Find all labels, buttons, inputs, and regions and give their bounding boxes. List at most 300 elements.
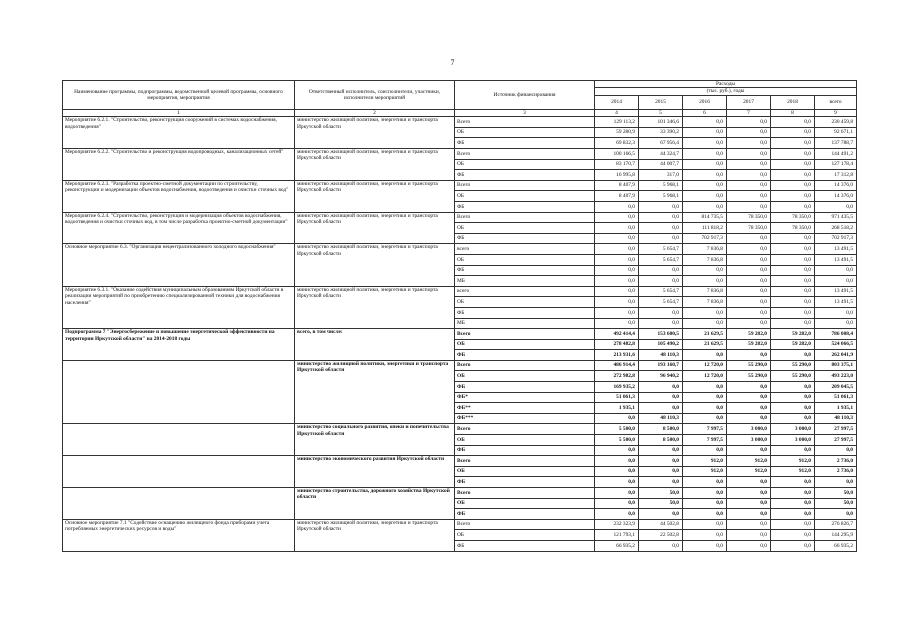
amount-cell: 5 968,1 xyxy=(639,180,683,191)
funding-source: ФБ xyxy=(455,201,595,212)
column-index: 5 xyxy=(639,109,683,116)
amount-cell: 786 008,4 xyxy=(815,329,857,340)
table-row xyxy=(63,212,857,223)
amount-cell: 0,0 xyxy=(595,212,639,223)
measure-name xyxy=(63,360,295,424)
amount-cell: 144 295,9 xyxy=(815,530,857,541)
amount-cell: 59 282,0 xyxy=(727,339,771,350)
amount-cell: 7 836,8 xyxy=(683,297,727,308)
measure-name: Основное мероприятие 7.1 "Содействие оснащению жилищного фонда приборами учета потребляемых энергетических ресурсов и воды" xyxy=(63,519,295,551)
table-row xyxy=(63,519,857,530)
amount-cell: 12 720,0 xyxy=(683,371,727,382)
amount-cell: 0,0 xyxy=(683,138,727,149)
amount-cell: 129 113,2 xyxy=(595,117,639,128)
amount-cell: 0,0 xyxy=(727,265,771,276)
amount-cell: 21 629,5 xyxy=(683,329,727,340)
amount-cell: 492 414,4 xyxy=(595,329,639,340)
page-number: 7 xyxy=(450,58,455,67)
amount-cell: 13 491,5 xyxy=(815,254,857,265)
measure-executor: министерство жилищной политики, энергетики и транспорта Иркутской области xyxy=(295,360,455,424)
amount-cell: 0,0 xyxy=(595,413,639,424)
amount-cell: 0,0 xyxy=(727,530,771,541)
amount-cell: 0,0 xyxy=(727,191,771,202)
amount-cell: 5 500,0 xyxy=(595,424,639,435)
amount-cell: 50,0 xyxy=(639,498,683,509)
financing-table xyxy=(62,80,857,552)
amount-cell: 83 170,7 xyxy=(595,159,639,170)
amount-cell: 702 917,3 xyxy=(683,233,727,244)
amount-cell: 0,0 xyxy=(771,201,815,212)
amount-cell: 55 290,0 xyxy=(771,360,815,371)
amount-cell: 153 600,5 xyxy=(639,329,683,340)
amount-cell: 7 997,5 xyxy=(683,435,727,446)
measure-executor: министерство жилищной политики, энергетики и транспорта Иркутской области xyxy=(295,286,455,328)
amount-cell: 8 500,0 xyxy=(639,424,683,435)
amount-cell: 0,0 xyxy=(771,180,815,191)
funding-source: ФБ xyxy=(455,233,595,244)
amount-cell: 0,0 xyxy=(727,149,771,160)
amount-cell: 0,0 xyxy=(727,297,771,308)
amount-cell: 0,0 xyxy=(727,350,771,361)
amount-cell: 0,0 xyxy=(727,170,771,181)
amount-cell: 0,0 xyxy=(595,244,639,255)
table-row xyxy=(63,180,857,191)
amount-cell: 971 435,5 xyxy=(815,212,857,223)
amount-cell: 0,0 xyxy=(727,233,771,244)
measure-executor: всего, в том числе: xyxy=(295,329,455,361)
amount-cell: 0,0 xyxy=(771,170,815,181)
amount-cell: 0,0 xyxy=(683,180,727,191)
amount-cell: 2 736,0 xyxy=(815,456,857,467)
amount-cell: 0,0 xyxy=(727,382,771,393)
amount-cell: 67 956,4 xyxy=(639,138,683,149)
funding-source: ОБ xyxy=(455,254,595,265)
amount-cell: 0,0 xyxy=(595,477,639,488)
amount-cell: 493 223,0 xyxy=(815,371,857,382)
amount-cell: 66 935,2 xyxy=(815,540,857,551)
amount-cell: 21 629,5 xyxy=(683,339,727,350)
amount-cell: 0,0 xyxy=(595,276,639,287)
amount-cell: 0,0 xyxy=(727,276,771,287)
measure-executor: министерство жилищной политики, энергетики и транспорта Иркутской области xyxy=(295,519,455,551)
funding-source: Всего xyxy=(455,180,595,191)
amount-cell: 44 324,7 xyxy=(639,149,683,160)
column-index: 1 xyxy=(63,109,295,116)
amount-cell: 0,0 xyxy=(771,509,815,520)
amount-cell: 2 736,0 xyxy=(815,466,857,477)
amount-cell: 0,0 xyxy=(595,498,639,509)
amount-cell: 48 110,3 xyxy=(815,413,857,424)
amount-cell: 0,0 xyxy=(727,445,771,456)
amount-cell: 55 290,0 xyxy=(727,371,771,382)
table-row xyxy=(63,286,857,297)
funding-source: всего xyxy=(455,286,595,297)
amount-cell: 0,0 xyxy=(683,318,727,329)
amount-cell: 14 376,0 xyxy=(815,191,857,202)
amount-cell: 0,0 xyxy=(771,403,815,414)
amount-cell: 0,0 xyxy=(639,265,683,276)
measure-executor: министерство экономического развития Иркутской области xyxy=(295,456,455,488)
funding-source: ОБ xyxy=(455,498,595,509)
amount-cell: 59 282,0 xyxy=(771,339,815,350)
measure-name: Мероприятие 6.3.1. "Оказание содействия муниципальным образованиям Иркутской области в реализации мероприятий по приобретению специализированной техники для водоснабжения населения" xyxy=(63,286,295,328)
amount-cell: 0,0 xyxy=(639,445,683,456)
amount-cell: 3 000,0 xyxy=(771,424,815,435)
measure-name xyxy=(63,424,295,456)
funding-source: Всего xyxy=(455,149,595,160)
funding-source: Всего xyxy=(455,117,595,128)
funding-source: ОБ xyxy=(455,191,595,202)
funding-source: ФБ xyxy=(455,307,595,318)
amount-cell: 0,0 xyxy=(771,530,815,541)
amount-cell: 13 491,5 xyxy=(815,286,857,297)
amount-cell: 0,0 xyxy=(727,138,771,149)
header-name: Наименование программы, подпрограммы, ведомственной целевой программы, основного мероприятия, мероприятия xyxy=(63,81,295,110)
funding-source: ОБ xyxy=(455,223,595,234)
amount-cell: 912,0 xyxy=(771,466,815,477)
amount-cell: 0,0 xyxy=(683,201,727,212)
measure-executor: министерство социального развития, опеки и попечительства Иркутской области xyxy=(295,424,455,456)
amount-cell: 0,0 xyxy=(683,413,727,424)
measure-name: Подпрограмма 7 "Энергосбережение и повышение энергетической эффективности на территории Иркутской области" на 2014-2018 годы xyxy=(63,329,295,361)
amount-cell: 912,0 xyxy=(727,466,771,477)
amount-cell: 137 788,7 xyxy=(815,138,857,149)
amount-cell: 0,0 xyxy=(683,149,727,160)
amount-cell: 0,0 xyxy=(771,191,815,202)
table-row xyxy=(63,456,857,467)
amount-cell: 0,0 xyxy=(727,498,771,509)
amount-cell: 59 282,0 xyxy=(771,329,815,340)
amount-cell: 193 160,7 xyxy=(639,360,683,371)
amount-cell: 0,0 xyxy=(771,233,815,244)
amount-cell: 144 491,2 xyxy=(815,149,857,160)
amount-cell: 12 720,0 xyxy=(683,360,727,371)
funding-source: ФБ xyxy=(455,265,595,276)
amount-cell: 0,0 xyxy=(595,307,639,318)
amount-cell: 0,0 xyxy=(595,445,639,456)
amount-cell: 0,0 xyxy=(815,445,857,456)
funding-source: ОБ xyxy=(455,339,595,350)
column-index: 4 xyxy=(595,109,639,116)
amount-cell: 0,0 xyxy=(771,445,815,456)
amount-cell: 0,0 xyxy=(595,223,639,234)
amount-cell: 0,0 xyxy=(771,318,815,329)
amount-cell: 13 491,5 xyxy=(815,297,857,308)
amount-cell: 814 735,5 xyxy=(683,212,727,223)
table-row xyxy=(63,488,857,499)
amount-cell: 0,0 xyxy=(595,201,639,212)
amount-cell: 0,0 xyxy=(771,276,815,287)
amount-cell: 8 500,0 xyxy=(639,435,683,446)
funding-source: Всего xyxy=(455,424,595,435)
amount-cell: 0,0 xyxy=(727,180,771,191)
amount-cell: 0,0 xyxy=(771,127,815,138)
amount-cell: 0,0 xyxy=(595,297,639,308)
amount-cell: 0,0 xyxy=(727,477,771,488)
amount-cell: 50,0 xyxy=(815,498,857,509)
amount-cell: 78 350,0 xyxy=(771,212,815,223)
header-year: 2017 xyxy=(727,95,771,109)
amount-cell: 0,0 xyxy=(639,540,683,551)
funding-source: ОБ xyxy=(455,159,595,170)
funding-source: МБ xyxy=(455,318,595,329)
funding-source: ФБ xyxy=(455,138,595,149)
amount-cell: 272 982,8 xyxy=(595,371,639,382)
amount-cell: 232 323,9 xyxy=(595,519,639,530)
amount-cell: 13 491,5 xyxy=(815,244,857,255)
amount-cell: 0,0 xyxy=(771,498,815,509)
amount-cell: 51 061,3 xyxy=(815,392,857,403)
amount-cell: 0,0 xyxy=(639,392,683,403)
table-row xyxy=(63,424,857,435)
header-year: 2015 xyxy=(639,95,683,109)
amount-cell: 0,0 xyxy=(595,488,639,499)
column-index: 2 xyxy=(295,109,455,116)
amount-cell: 92 671,1 xyxy=(815,127,857,138)
measure-name: Мероприятие 6.2.4. "Строительство, реконструкция и модернизация объектов водоснабжения, водоотведения и очистки сточных вод, в том числе разработка проектно-сметной документации" xyxy=(63,212,295,244)
amount-cell: 276 826,7 xyxy=(815,519,857,530)
amount-cell: 0,0 xyxy=(683,127,727,138)
funding-source: ФБ** xyxy=(455,403,595,414)
measure-executor: министерство жилищной политики, энергетики и транспорта Иркутской области xyxy=(295,180,455,212)
amount-cell: 5 654,7 xyxy=(639,254,683,265)
amount-cell: 51 061,3 xyxy=(595,392,639,403)
amount-cell: 8 407,9 xyxy=(595,191,639,202)
amount-cell: 0,0 xyxy=(639,466,683,477)
amount-cell: 0,0 xyxy=(683,170,727,181)
header-expenses: Расходы xyxy=(595,81,857,88)
amount-cell: 0,0 xyxy=(771,244,815,255)
amount-cell: 0,0 xyxy=(727,519,771,530)
amount-cell: 0,0 xyxy=(727,488,771,499)
funding-source: ОБ xyxy=(455,435,595,446)
amount-cell: 0,0 xyxy=(595,509,639,520)
amount-cell: 0,0 xyxy=(727,403,771,414)
amount-cell: 0,0 xyxy=(639,233,683,244)
funding-source: ФБ* xyxy=(455,392,595,403)
amount-cell: 0,0 xyxy=(683,509,727,520)
amount-cell: 702 917,3 xyxy=(815,233,857,244)
amount-cell: 1 935,1 xyxy=(595,403,639,414)
amount-cell: 0,0 xyxy=(683,350,727,361)
amount-cell: 44 502,8 xyxy=(639,519,683,530)
amount-cell: 5 500,0 xyxy=(595,435,639,446)
header-units: (тыс. руб.), годы xyxy=(595,88,857,95)
amount-cell: 0,0 xyxy=(815,307,857,318)
measure-executor: министерство жилищной политики, энергетики и транспорта Иркутской области xyxy=(295,117,455,149)
amount-cell: 0,0 xyxy=(639,201,683,212)
amount-cell: 33 390,2 xyxy=(639,127,683,138)
amount-cell: 16 995,8 xyxy=(595,170,639,181)
amount-cell: 22 502,8 xyxy=(639,530,683,541)
amount-cell: 0,0 xyxy=(683,117,727,128)
amount-cell: 317,0 xyxy=(639,170,683,181)
amount-cell: 268 518,2 xyxy=(815,223,857,234)
funding-source: Всего xyxy=(455,212,595,223)
amount-cell: 0,0 xyxy=(771,477,815,488)
amount-cell: 55 290,0 xyxy=(771,371,815,382)
amount-cell: 5 968,1 xyxy=(639,191,683,202)
amount-cell: 78 350,0 xyxy=(727,212,771,223)
amount-cell: 0,0 xyxy=(727,201,771,212)
amount-cell: 3 000,0 xyxy=(771,435,815,446)
amount-cell: 0,0 xyxy=(683,403,727,414)
amount-cell: 0,0 xyxy=(815,276,857,287)
measure-name xyxy=(63,488,295,520)
amount-cell: 78 350,0 xyxy=(727,223,771,234)
amount-cell: 0,0 xyxy=(683,307,727,318)
amount-cell: 524 066,5 xyxy=(815,339,857,350)
amount-cell: 0,0 xyxy=(727,392,771,403)
amount-cell: 213 931,6 xyxy=(595,350,639,361)
amount-cell: 912,0 xyxy=(683,456,727,467)
amount-cell: 0,0 xyxy=(683,488,727,499)
funding-source: Всего xyxy=(455,456,595,467)
amount-cell: 17 312,8 xyxy=(815,170,857,181)
measure-executor: министерство жилищной политики, энергетики и транспорта Иркутской области xyxy=(295,244,455,286)
amount-cell: 0,0 xyxy=(815,318,857,329)
amount-cell: 50,0 xyxy=(815,488,857,499)
amount-cell: 0,0 xyxy=(727,117,771,128)
amount-cell: 0,0 xyxy=(683,477,727,488)
column-index: 8 xyxy=(771,109,815,116)
amount-cell: 0,0 xyxy=(639,509,683,520)
funding-source: ОБ xyxy=(455,530,595,541)
amount-cell: 0,0 xyxy=(815,477,857,488)
funding-source: ФБ xyxy=(455,350,595,361)
amount-cell: 0,0 xyxy=(727,413,771,424)
amount-cell: 0,0 xyxy=(595,318,639,329)
amount-cell: 0,0 xyxy=(595,254,639,265)
amount-cell: 0,0 xyxy=(595,466,639,477)
amount-cell: 0,0 xyxy=(683,392,727,403)
amount-cell: 0,0 xyxy=(771,117,815,128)
funding-source: ОБ xyxy=(455,127,595,138)
amount-cell: 230 459,8 xyxy=(815,117,857,128)
amount-cell: 0,0 xyxy=(727,254,771,265)
amount-cell: 0,0 xyxy=(771,519,815,530)
amount-cell: 59 280,9 xyxy=(595,127,639,138)
amount-cell: 0,0 xyxy=(639,403,683,414)
amount-cell: 0,0 xyxy=(771,488,815,499)
header-source: Источник финансирования xyxy=(455,81,595,110)
amount-cell: 912,0 xyxy=(727,456,771,467)
amount-cell: 486 914,4 xyxy=(595,360,639,371)
header-executor: Ответственный исполнитель, соисполнители, участники, исполнители мероприятий xyxy=(295,81,455,110)
funding-source: МБ xyxy=(455,276,595,287)
funding-source: Всего xyxy=(455,360,595,371)
amount-cell: 0,0 xyxy=(639,382,683,393)
amount-cell: 0,0 xyxy=(771,159,815,170)
amount-cell: 66 935,2 xyxy=(595,540,639,551)
amount-cell: 0,0 xyxy=(727,286,771,297)
amount-cell: 0,0 xyxy=(683,191,727,202)
amount-cell: 7 836,8 xyxy=(683,286,727,297)
amount-cell: 0,0 xyxy=(771,149,815,160)
funding-source: ФБ xyxy=(455,477,595,488)
amount-cell: 0,0 xyxy=(771,350,815,361)
amount-cell: 0,0 xyxy=(771,297,815,308)
funding-source: всего xyxy=(455,244,595,255)
amount-cell: 0,0 xyxy=(727,318,771,329)
amount-cell: 105 490,2 xyxy=(639,339,683,350)
amount-cell: 0,0 xyxy=(639,307,683,318)
table-row xyxy=(63,360,857,371)
amount-cell: 0,0 xyxy=(683,498,727,509)
amount-cell: 0,0 xyxy=(639,318,683,329)
funding-source: ОБ xyxy=(455,371,595,382)
funding-source: ФБ xyxy=(455,445,595,456)
column-index: 3 xyxy=(455,109,595,116)
funding-source: ФБ xyxy=(455,509,595,520)
measure-executor: министерство строительства, дорожного хозяйства Иркутской области xyxy=(295,488,455,520)
funding-source: Всего xyxy=(455,519,595,530)
amount-cell: 3 000,0 xyxy=(727,435,771,446)
table-row xyxy=(63,329,857,340)
amount-cell: 912,0 xyxy=(683,466,727,477)
amount-cell: 0,0 xyxy=(815,265,857,276)
amount-cell: 5 654,7 xyxy=(639,297,683,308)
amount-cell: 803 375,1 xyxy=(815,360,857,371)
amount-cell: 0,0 xyxy=(815,201,857,212)
amount-cell: 69 832,3 xyxy=(595,138,639,149)
amount-cell: 0,0 xyxy=(771,392,815,403)
amount-cell: 0,0 xyxy=(727,244,771,255)
amount-cell: 127 178,4 xyxy=(815,159,857,170)
measure-executor: министерство жилищной политики, энергетики и транспорта Иркутской области xyxy=(295,149,455,181)
amount-cell: 0,0 xyxy=(727,307,771,318)
table-row xyxy=(63,117,857,128)
column-index: 7 xyxy=(727,109,771,116)
amount-cell: 8 407,9 xyxy=(595,180,639,191)
funding-source: ФБ*** xyxy=(455,413,595,424)
amount-cell: 0,0 xyxy=(771,540,815,551)
amount-cell: 0,0 xyxy=(815,509,857,520)
amount-cell: 209 045,5 xyxy=(815,382,857,393)
measure-name: Основное мероприятие 6.3. "Организация нецентрализованного холодного водоснабжения" xyxy=(63,244,295,286)
amount-cell: 7 836,8 xyxy=(683,244,727,255)
amount-cell: 0,0 xyxy=(771,413,815,424)
amount-cell: 0,0 xyxy=(683,445,727,456)
amount-cell: 0,0 xyxy=(683,276,727,287)
amount-cell: 0,0 xyxy=(639,212,683,223)
amount-cell: 55 290,0 xyxy=(727,360,771,371)
amount-cell: 0,0 xyxy=(771,254,815,265)
amount-cell: 0,0 xyxy=(595,265,639,276)
amount-cell: 0,0 xyxy=(771,265,815,276)
funding-source: Всего xyxy=(455,488,595,499)
amount-cell: 0,0 xyxy=(639,223,683,234)
amount-cell: 44 007,7 xyxy=(639,159,683,170)
amount-cell: 0,0 xyxy=(683,540,727,551)
amount-cell: 0,0 xyxy=(727,127,771,138)
header-year: всего xyxy=(815,95,857,109)
amount-cell: 1 935,1 xyxy=(815,403,857,414)
header-year: 2014 xyxy=(595,95,639,109)
amount-cell: 0,0 xyxy=(727,540,771,551)
column-index: 9 xyxy=(815,109,857,116)
measure-executor: министерство жилищной политики, энергетики и транспорта Иркутской области xyxy=(295,212,455,244)
amount-cell: 0,0 xyxy=(639,477,683,488)
amount-cell: 0,0 xyxy=(727,159,771,170)
amount-cell: 0,0 xyxy=(639,456,683,467)
amount-cell: 59 282,0 xyxy=(727,329,771,340)
funding-source: ОБ xyxy=(455,466,595,477)
amount-cell: 0,0 xyxy=(771,138,815,149)
amount-cell: 78 350,0 xyxy=(771,223,815,234)
amount-cell: 27 997,5 xyxy=(815,424,857,435)
amount-cell: 0,0 xyxy=(595,286,639,297)
